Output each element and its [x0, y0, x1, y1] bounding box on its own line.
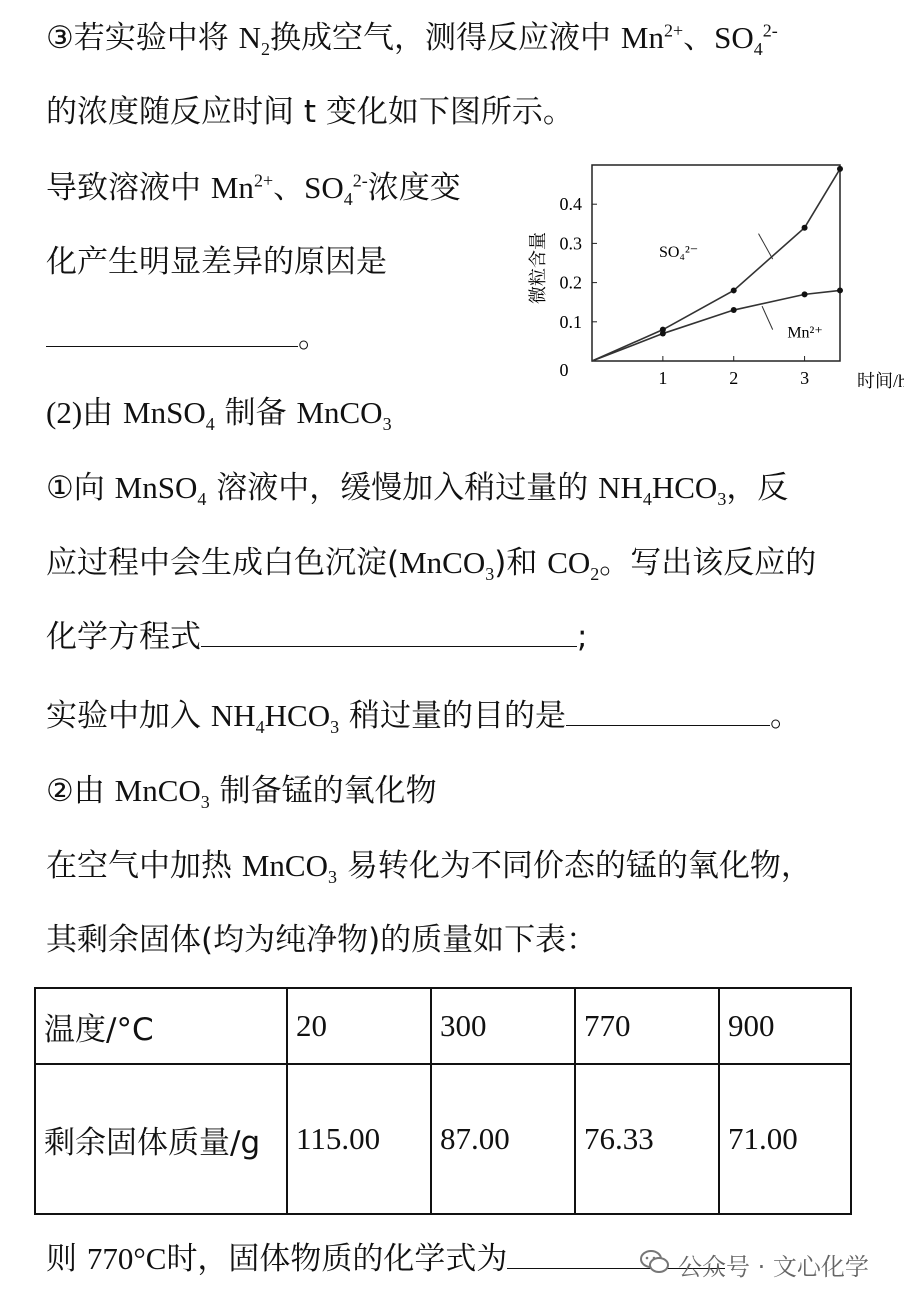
table-cell: 76.33	[575, 1064, 719, 1214]
y-tick-label: 0.4	[559, 194, 582, 215]
concentration-chart	[514, 160, 904, 405]
data-point	[802, 291, 808, 297]
x-tick-label: 1	[658, 368, 668, 388]
formula-mnso4: MnSO$_4$	[123, 395, 215, 435]
table-cell: 71.00	[719, 1064, 851, 1214]
data-point	[660, 331, 666, 337]
data-point	[731, 307, 737, 313]
formula-mnco3: MnCO$_3$	[296, 395, 392, 435]
table-row-temperature	[35, 988, 851, 1064]
q3-answer-line: 。	[46, 322, 329, 353]
q3-line-3: 导致溶液中 $Mn^{2+}$、$SO_4^{2-}$浓度变	[46, 170, 461, 210]
s2-line-2: 在空气中加热 MnCO$_3$ 易转化为不同价态的锰的氧化物，	[46, 848, 812, 888]
x-axis-label: 时间/h	[856, 371, 904, 391]
table-cell: 300	[431, 988, 575, 1064]
purpose-blank[interactable]	[566, 701, 770, 726]
mass-table	[34, 987, 852, 1215]
wechat-icon	[640, 1249, 670, 1281]
s1-line-1: ①向 MnSO$_4$ 溶液中，缓慢加入稍过量的 $NH_4HCO_3$，反	[46, 470, 789, 510]
x-tick-label: 0	[559, 360, 569, 380]
x-tick-label: 3	[800, 368, 810, 388]
y-tick-label: 0.1	[559, 311, 582, 332]
table-header-mass: 剩余固体质量/g	[35, 1064, 287, 1214]
y-axis-label: 微粒含量	[528, 232, 548, 304]
circled-number-1: ①	[46, 470, 74, 506]
y-tick-label: 0.2	[559, 272, 582, 293]
s1-line-3: 化学方程式 ;	[46, 619, 588, 655]
s2-line-1: ②由 MnCO$_3$ 制备锰的氧化物	[46, 773, 437, 813]
watermark-text: 公众号 · 文心化学	[678, 1253, 869, 1281]
formula-nh4hco3: $NH_4HCO_3$	[598, 470, 727, 510]
formula-nh4hco3: $NH_4HCO_3$	[210, 698, 340, 738]
series-label: Mn²⁺	[787, 324, 823, 342]
formula-mnco3: MnCO$_3$	[114, 773, 210, 813]
table-cell: 87.00	[431, 1064, 575, 1214]
label-leader	[759, 234, 773, 259]
x-tick-label: 2	[729, 368, 739, 388]
s1-line-4: 实验中加入 $NH_4HCO_3$ 稍过量的目的是 。	[46, 698, 801, 738]
formula-n2: $N_2$	[238, 20, 271, 60]
table-cell: 770	[575, 988, 719, 1064]
q3-line-4: 化产生明显差异的原因是	[46, 244, 387, 280]
circled-number-2: ②	[46, 773, 74, 809]
circled-number-3: ③	[46, 20, 74, 56]
formula-mn: $Mn^{2+}$	[210, 170, 274, 205]
watermark	[640, 1247, 869, 1282]
formula-mnso4: MnSO$_4$	[114, 470, 207, 510]
y-tick-label: 0.3	[559, 233, 582, 254]
last-line: 则 770°C时，固体物质的化学式为	[46, 1243, 725, 1275]
chart-svg	[514, 160, 904, 405]
formula-so4: $SO_4^{2-}$	[304, 170, 368, 210]
formula-so4: $SO_4^{2-}$	[714, 20, 778, 60]
data-point	[837, 166, 843, 172]
table-row-mass	[35, 1064, 851, 1214]
series-label: SO₄²⁻	[658, 244, 699, 262]
data-point	[731, 287, 737, 293]
part2-heading: (2)由 MnSO$_4$ 制备 MnCO$_3$	[46, 395, 392, 435]
data-point	[837, 287, 843, 293]
q3-line-1: ③若实验中将 $N_2$换成空气，测得反应液中 $Mn^{2+}$、$SO_4^{2-}$	[46, 20, 778, 60]
table-cell: 900	[719, 988, 851, 1064]
s1-line-2: 应过程中会生成白色沉淀(MnCO$_3$)和 $CO_2$。写出该反应的	[46, 545, 817, 585]
table-cell: 115.00	[287, 1064, 431, 1214]
answer-blank[interactable]	[46, 322, 298, 347]
formula-mn: $Mn^{2+}$	[620, 20, 684, 55]
data-point	[802, 225, 808, 231]
s2-line-3: 其剩余固体(均为纯净物)的质量如下表：	[46, 922, 598, 958]
q3-line-2: 的浓度随反应时间 t 变化如下图所示。	[46, 94, 574, 130]
table-header-temperature: 温度/°C	[35, 988, 287, 1064]
table-cell: 20	[287, 988, 431, 1064]
formula-co2: $CO_2$	[547, 545, 600, 585]
equation-blank[interactable]	[201, 622, 577, 647]
label-leader	[762, 306, 773, 330]
formula-mnco3: MnCO$_3$	[399, 545, 495, 585]
formula-mnco3: MnCO$_3$	[241, 848, 337, 888]
